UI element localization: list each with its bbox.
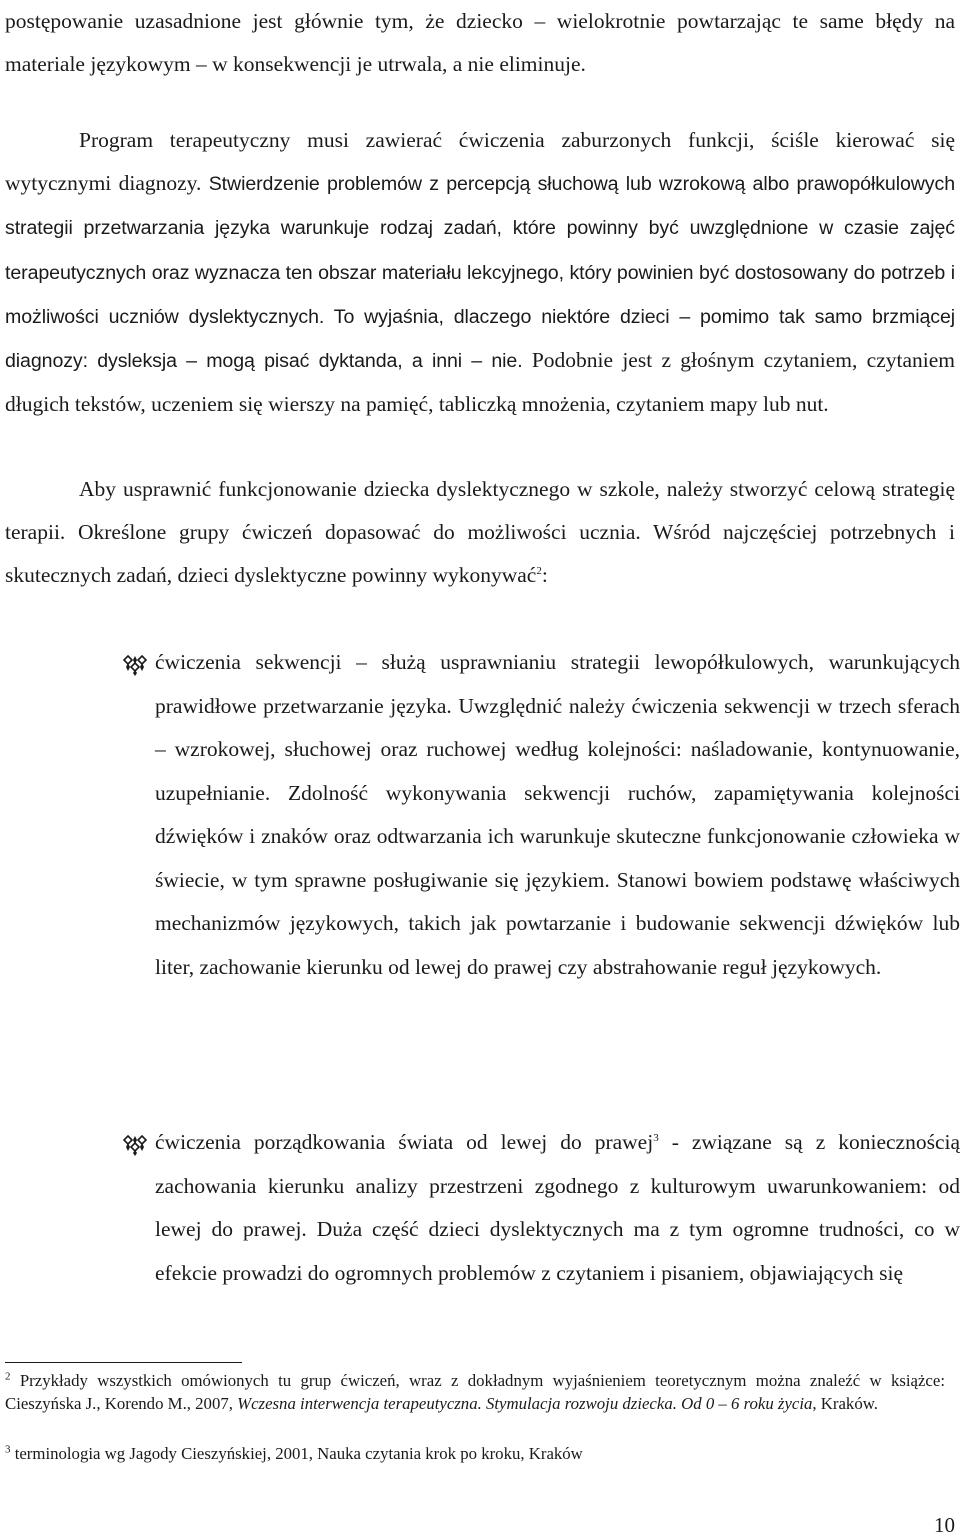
diamond-bullet-icon bbox=[121, 1133, 149, 1157]
footnote-2 bbox=[5, 1370, 945, 1415]
footnote-2-text-b: , Kraków. bbox=[812, 1393, 878, 1413]
footnote-3-number: 3 bbox=[5, 1443, 11, 1456]
footnote-ref-3: 3 bbox=[653, 1131, 659, 1144]
footnote-ref-2: 2 bbox=[536, 565, 542, 578]
footnote-2-book-title: Wczesna interwencja terapeutyczna. Stymulacja rozwoju dziecka. Od 0 – 6 roku życia bbox=[237, 1393, 813, 1413]
paragraph-strategy-tail: : bbox=[541, 563, 548, 588]
bullet-text-sequences: ćwiczenia sekwencji – służą usprawnianiu strategii lewopółkulowych, warunkujących prawidłowe przetwarzanie języka. Uwzględnić należy ćwiczenia sekwencji w trzech sferach – wzrokowej, słuchowej oraz ruchowej według kolejności: naśladowanie, kontynuowanie, uzupełnianie. Zdolność wykonywania sekwencji ruchów, zapamiętywania kolejności dźwięków i znaków oraz odtwarzania ich warunkuje skuteczne funkcjonowanie człowieka w świecie, w tym sprawne posługiwanie się językiem. Stanowi bowiem podstawę właściwych mechanizmów językowych, takich jak powtarzanie i budowanie sekwencji dźwięków lub liter, zachowanie kierunku od lewej do prawej czy abstrahowanie reguł językowych. bbox=[155, 650, 960, 979]
footnote-2-text-a: Przykłady wszystkich omówionych tu grup ćwiczeń, wraz z dokładnym wyjaśnieniem teoretycznym można znaleźć w książce: Cieszyńska J., Korendo M., 2007, bbox=[5, 1371, 945, 1413]
footnote-separator bbox=[5, 1362, 242, 1363]
paragraph-strategy-text: Aby usprawnić funkcjonowanie dziecka dyslektycznego w szkole, należy stworzyć celową strategię terapii. Określone grupy ćwiczeń dopasować do możliwości ucznia. Wśród najczęściej potrzebnych i skutecznych zadań, dzieci dyslektyczne powinny wykonywać bbox=[5, 477, 955, 588]
diamond-bullet-icon bbox=[121, 653, 149, 677]
paragraph-program-text-b: Stwierdzenie problemów z percepcją słuchową lub wzrokową albo prawopółkulowych strategii przetwarzania języka warunkuje rodzaj zadań, które powinny być uwzględnione w czasie zajęć terapeutycznych oraz wyznacza ten obszar materiału lekcyjnego, który powinien być dostosowany do potrzeb i możliwości uczniów dyslektycznych. To wyjaśnia, dlaczego niektóre dzieci – pomimo tak samo brzmiącej diagnozy: dysleksja – mogą pisać dyktanda, a inni – nie. bbox=[5, 173, 955, 373]
paragraph-intro-text: postępowanie uzasadnione jest głównie tym, że dziecko – wielokrotnie powtarzając te same błędy na materiale językowym – w konsekwencji je utrwala, a nie eliminuje. bbox=[5, 9, 955, 77]
paragraph-program-text-a: Program terapeutyczny musi zawierać ćwiczenia zaburzonych funkcji, ściśle kierować się wytycznymi diagnozy. bbox=[5, 128, 955, 196]
footnote-3 bbox=[5, 1443, 945, 1466]
paragraph-program bbox=[5, 119, 955, 426]
paragraph-program-text-c: Podobnie jest z głośnym czytaniem, czytaniem długich tekstów, uczeniem się wierszy na pamięć, tabliczką mnożenia, czytaniem mapy lub nut. bbox=[5, 348, 955, 417]
footnote-3-text: terminologia wg Jagody Cieszyńskiej, 2001, Nauka czytania krok po kroku, Kraków bbox=[10, 1444, 583, 1463]
paragraph-strategy bbox=[5, 468, 955, 598]
page-number: 10 bbox=[934, 1513, 955, 1537]
bullet-text-left-to-right-b: - związane są z koniecznością zachowania kierunku analizy przestrzeni zgodnego z kulturowym uwarunkowaniem: od lewej do prawej. Duża część dzieci dyslektycznych ma z tym ogromne trudności, co w efekcie prowadzi do ogromnych problemów z czytaniem i pisaniem, objawiających się bbox=[155, 1130, 960, 1285]
bullet-text-left-to-right-a: ćwiczenia porządkowania świata od lewej do prawej bbox=[155, 1130, 654, 1154]
paragraph-intro bbox=[5, 0, 955, 86]
footnote-2-number: 2 bbox=[5, 1370, 11, 1383]
bullet-text-left-to-right bbox=[155, 1121, 960, 1295]
